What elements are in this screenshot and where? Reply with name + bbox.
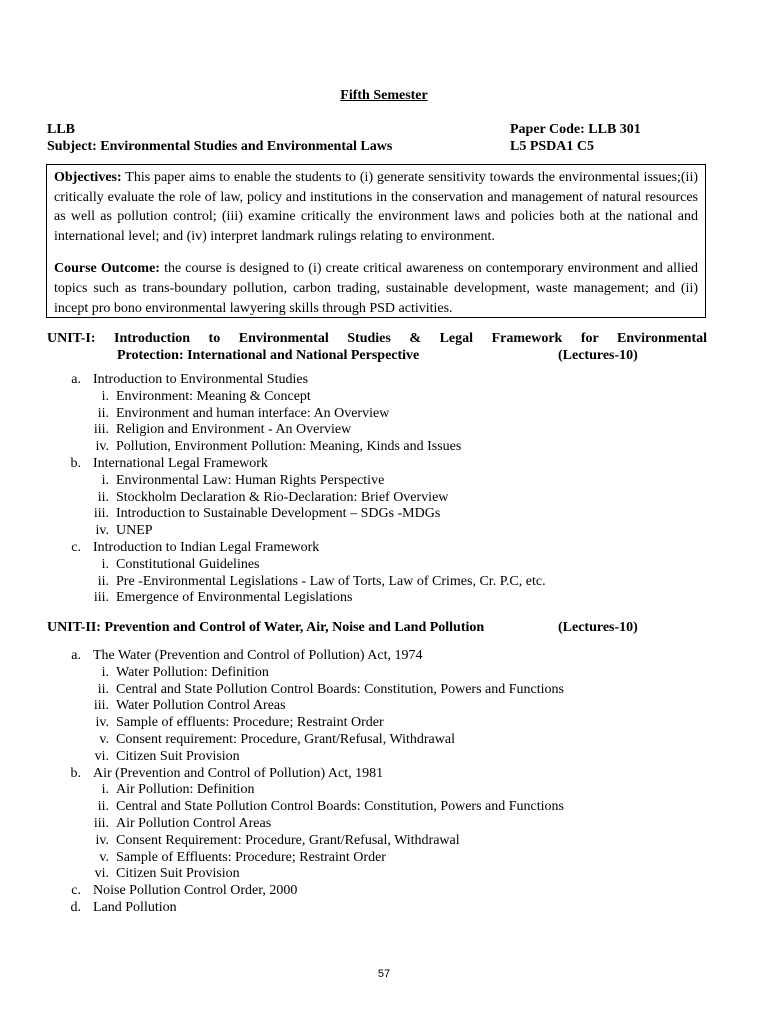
list-item-text: Sample of effluents: Procedure; Restraint Order <box>116 715 384 731</box>
list-item-marker: a. <box>71 648 81 663</box>
unit1-topic-list <box>47 372 727 607</box>
list-item <box>47 372 727 389</box>
list-item-marker: b. <box>70 765 81 781</box>
list-item <box>47 749 727 766</box>
list-item <box>47 557 727 574</box>
list-item-marker: i. <box>101 472 109 488</box>
page-number: 57 <box>377 968 391 980</box>
paper-code <box>510 122 641 139</box>
list-item-text: Emergence of Environmental Legislations <box>116 590 353 606</box>
list-item-text: Religion and Environment - An Overview <box>116 422 352 438</box>
list-item-marker: c. <box>71 539 81 555</box>
list-item-text: Central and State Pollution Control Boards: Constitution, Powers and Functions <box>116 799 564 815</box>
paper-code-value: : LLB 301 <box>580 122 641 137</box>
list-item-marker: iii. <box>93 698 109 714</box>
course-code: L5 PSDA1 C5 <box>510 139 595 154</box>
list-item-marker: i. <box>101 556 109 572</box>
list-item-text: Environment and human interface: An Overview <box>116 405 390 421</box>
list-item-text: Central and State Pollution Control Boards: Constitution, Powers and Functions <box>116 681 564 697</box>
list-item-text: Citizen Suit Provision <box>116 748 240 764</box>
unit2-heading <box>47 620 707 637</box>
list-item <box>47 866 727 883</box>
list-item <box>47 833 727 850</box>
list-item-text: Pre -Environmental Legislations - Law of Torts, Law of Crimes, Cr. P.C, etc. <box>116 573 546 589</box>
subject-line: Subject: Environmental Studies and Environmental Laws <box>47 139 393 154</box>
list-item-text: Land Pollution <box>93 899 177 915</box>
list-item-text: Air Pollution Control Areas <box>116 815 272 831</box>
list-item <box>47 540 727 557</box>
list-item-marker: ii. <box>97 799 109 815</box>
list-item-text: Introduction to Environmental Studies <box>93 372 309 387</box>
list-item <box>47 473 727 490</box>
list-item-text: The Water (Prevention and Control of Pollution) Act, 1974 <box>93 648 423 663</box>
list-item <box>47 456 727 473</box>
list-item-marker: i. <box>101 388 109 404</box>
list-item-text: Consent Requirement: Procedure, Grant/Refusal, Withdrawal <box>116 832 460 848</box>
unit1-heading <box>47 331 707 365</box>
list-item <box>47 766 727 783</box>
list-item-marker: d. <box>70 899 81 915</box>
list-item <box>47 439 727 456</box>
list-item-marker: vi. <box>94 866 109 882</box>
unit1-lectures: (Lectures-10) <box>558 348 638 363</box>
list-item-text: Water Pollution Control Areas <box>116 698 286 714</box>
list-item-text: Environmental Law: Human Rights Perspective <box>116 472 385 488</box>
list-item <box>47 883 727 900</box>
list-item-text: International Legal Framework <box>93 455 268 471</box>
list-item <box>47 900 727 917</box>
list-item-marker: v. <box>99 731 109 747</box>
objectives-box <box>46 164 706 318</box>
list-item <box>47 782 727 799</box>
list-item-text: Pollution, Environment Pollution: Meaning, Kinds and Issues <box>116 439 462 455</box>
list-item-marker: iv. <box>95 439 109 455</box>
outcome-label: Course Outcome: <box>54 261 160 277</box>
unit2-topic-list <box>47 648 727 917</box>
list-item-marker: c. <box>71 883 81 899</box>
list-item-text: Introduction to Indian Legal Framework <box>93 539 320 555</box>
list-item <box>47 648 727 665</box>
list-item <box>47 389 727 406</box>
list-item-marker: ii. <box>97 681 109 697</box>
unit2-title-row <box>47 620 707 637</box>
list-item-marker: i. <box>101 782 109 798</box>
unit2-lectures: (Lectures-10) <box>558 620 638 635</box>
objectives-paragraph <box>54 168 698 246</box>
paper-code-label: Paper Code <box>510 122 581 137</box>
list-item-marker: b. <box>70 455 81 471</box>
list-item-text: Introduction to Sustainable Development – SDGs -MDGs <box>116 506 441 522</box>
list-item <box>47 799 727 816</box>
outcome-paragraph <box>54 259 698 318</box>
list-item <box>47 406 727 423</box>
list-item-text: Air Pollution: Definition <box>116 782 255 798</box>
list-item-marker: iv. <box>95 523 109 539</box>
list-item-marker: iii. <box>93 422 109 438</box>
list-item-text: Environment: Meaning & Concept <box>116 388 311 404</box>
list-item <box>47 490 727 507</box>
list-item-marker: iv. <box>95 832 109 848</box>
list-item-marker: vi. <box>94 748 109 764</box>
list-item <box>47 698 727 715</box>
semester-title: Fifth Semester <box>340 88 428 103</box>
list-item-text: Citizen Suit Provision <box>116 866 240 882</box>
unit1-title-line1: UNIT-I: Introduction to Environmental Studies & Legal Framework for Environmental <box>47 331 707 346</box>
list-item-text: Sample of Effluents: Procedure; Restraint Order <box>116 849 386 865</box>
list-item <box>47 422 727 439</box>
objectives-text: This paper aims to enable the students to (i) generate sensitivity towards the environmental issues;(ii) critically evaluate the role of law, policy and institutions in the conservation and management of natural resources as well as pollution control; (iii) examine critically the environment laws and policies both at the national and international level; and (iv) interpret landmark rulings relating to environment. <box>54 170 698 244</box>
list-item <box>47 682 727 699</box>
list-item <box>47 732 727 749</box>
unit2-title: UNIT-II: Prevention and Control of Water, Air, Noise and Land Pollution <box>47 620 485 635</box>
list-item <box>47 590 727 607</box>
list-item-marker: a. <box>71 372 81 387</box>
list-item <box>47 850 727 867</box>
list-item-text: Air (Prevention and Control of Pollution) Act, 1981 <box>93 765 384 781</box>
outcome-text: the course is designed to (i) create critical awareness on contemporary environment and allied topics such as trans-boundary pollution, carbon trading, sustainable development, waste management; and (ii) incept pro bono environmental lawyering skills through PSD activities. <box>54 261 698 316</box>
list-item-marker: iii. <box>93 815 109 831</box>
objectives-label: Objectives: <box>54 170 122 185</box>
unit1-title-line2-row <box>47 348 707 365</box>
list-item <box>47 506 727 523</box>
list-item-text: Stockholm Declaration & Rio-Declaration: Brief Overview <box>116 489 449 505</box>
list-item <box>47 574 727 591</box>
list-item-text: Constitutional Guidelines <box>116 556 260 572</box>
list-item-text: Consent requirement: Procedure, Grant/Refusal, Withdrawal <box>116 731 455 747</box>
list-item-marker: iii. <box>93 506 109 522</box>
list-item-marker: ii. <box>97 573 109 589</box>
list-item-marker: iii. <box>93 590 109 606</box>
unit1-title-line2: Protection: International and National Perspective <box>117 348 420 363</box>
list-item <box>47 715 727 732</box>
list-item-marker: i. <box>101 664 109 680</box>
list-item-text: Water Pollution: Definition <box>116 664 269 680</box>
list-item-marker: ii. <box>97 489 109 505</box>
list-item-marker: iv. <box>95 715 109 731</box>
list-item <box>47 816 727 833</box>
list-item-marker: ii. <box>97 405 109 421</box>
list-item <box>47 665 727 682</box>
list-item-text: UNEP <box>116 523 153 539</box>
course-name: LLB <box>47 122 76 137</box>
list-item-text: Noise Pollution Control Order, 2000 <box>93 883 298 899</box>
list-item-marker: v. <box>99 849 109 865</box>
list-item <box>47 523 727 540</box>
